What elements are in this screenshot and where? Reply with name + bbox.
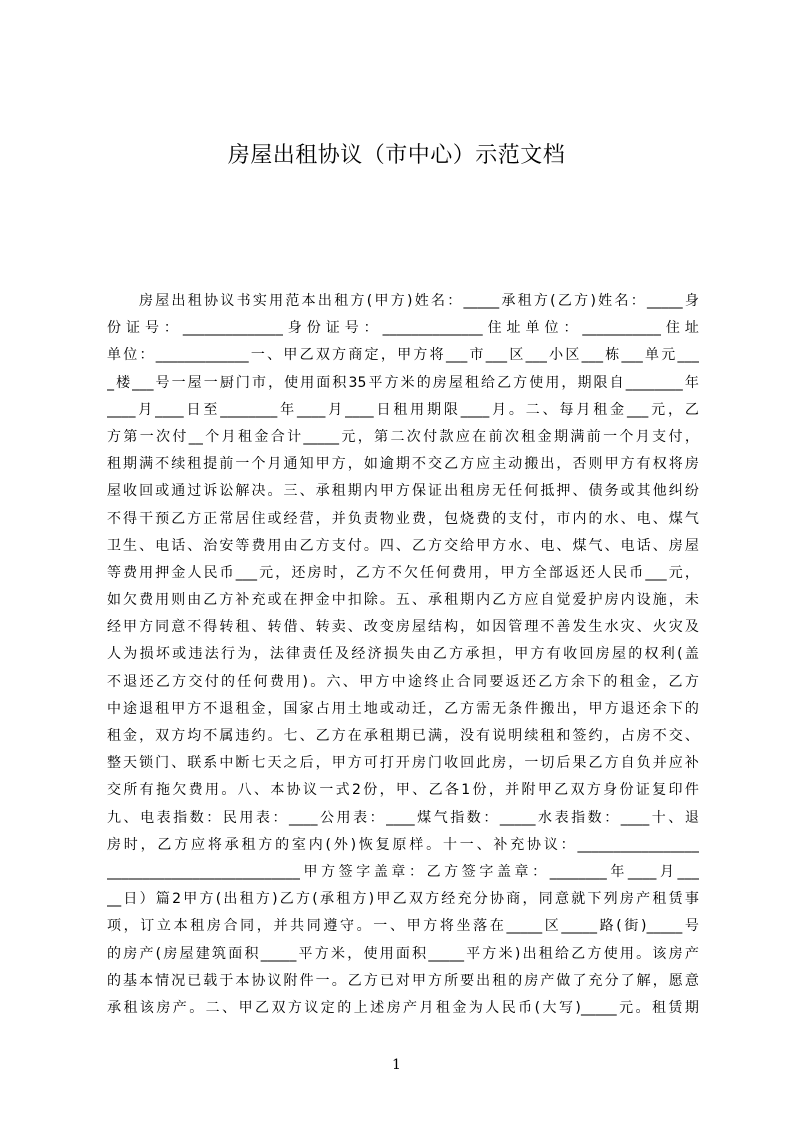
body-line: 方第一次付__个月租金合计_____元，第二次付款应在前次租金期满前一个月支付， — [107, 428, 699, 445]
body-line: 交所有拖欠费用。八、本协议一式2份，甲、乙各1份，并附甲乙双方身份证复印件 — [107, 782, 699, 799]
body-line: 九、电表指数：民用表：____公用表：____煤气指数：_____水表指数：____十、退 — [107, 809, 699, 826]
body-line: 项，订立本租房合同，并共同遵守。一、甲方将坐落在_____区_____路(街)_____号 — [107, 918, 699, 935]
body-line: 如欠费用则由乙方补充或在押金中扣除。五、承租期内乙方应自觉爱护房内设施，未 — [107, 592, 699, 609]
document-body — [107, 288, 699, 1022]
body-line: 等费用押金人民币___元，还房时，乙方不欠任何费用，甲方全部返还人民币___元， — [107, 564, 699, 581]
body-line: ____月____日至________年____月____日租用期限____月。二、每月租金___元，乙 — [107, 401, 699, 418]
body-line: 中途退租甲方不退租金，国家占用土地或动迁，乙方需无条件搬出，甲方退还余下的 — [107, 700, 699, 717]
body-line: _楼___号一屋一厨门市，使用面积35平方米的房屋租给乙方使用，期限自________年 — [107, 374, 699, 391]
body-line: 租期满不续租提前一个月通知甲方，如逾期不交乙方应主动搬出，否则甲方有权将房 — [107, 456, 699, 473]
document-title: 房屋出租协议（市中心）示范文档 — [227, 143, 566, 168]
body-line: 房时，乙方应将承租方的室内(外)恢复原样。十一、补充协议：_________________ — [107, 836, 699, 853]
body-line: __日）篇2甲方(出租方)乙方(承租方)甲乙双方经充分协商，同意就下列房产租赁事 — [107, 891, 699, 908]
body-line: 单位：_____________一、甲乙双方商定，甲方将___市___区___小区___栋___单元___ — [107, 347, 699, 364]
body-line: 整天锁门、联系中断七天之后，甲方可打开房门收回此房，一切后果乙方自负并应补 — [107, 755, 699, 772]
body-line: 不得干预乙方正常居住或经营，并负责物业费，包烧费的支付，市内的水、电、煤气 — [107, 510, 699, 527]
body-line: 不退还乙方交付的任何费用)。六、甲方中途终止合同要返还乙方余下的租金，乙方 — [107, 673, 699, 690]
body-line: 人为损坏或违法行为，法律责任及经济损失由乙方承担，甲方有收回房屋的权利(盖 — [107, 646, 699, 663]
body-line: 卫生、电话、治安等费用由乙方支付。四、乙方交给甲方水、电、煤气、电话、房屋 — [107, 537, 699, 554]
body-line: 经甲方同意不得转租、转借、转卖、改变房屋结构，如因管理不善发生水灾、火灾及 — [107, 619, 699, 636]
body-line: ___________________________甲方签字盖章：乙方签字盖章：________年____月___ — [107, 863, 699, 880]
body-line: 屋收回或通过诉讼解决。三、承租期内甲方保证出租房无任何抵押、债务或其他纠纷 — [107, 483, 699, 500]
body-line: 份证号：______________身份证号：______________住址单位：___________住址 — [107, 320, 699, 337]
body-line: 房屋出租协议书实用范本出租方(甲方)姓名：_____承租方(乙方)姓名：_____身 — [139, 293, 699, 309]
body-line: 租金，双方均不属违约。七、乙方在承租期已满，没有说明续租和签约，占房不交、 — [107, 728, 699, 744]
page-number: 1 — [392, 1057, 401, 1073]
body-line: 的房产(房屋建筑面积_____平方米，使用面积_____平方米)出租给乙方使用。该房产 — [107, 945, 699, 962]
body-line: 的基本情况已载于本协议附件一。乙方已对甲方所要出租的房产做了充分了解，愿意 — [107, 972, 699, 989]
body-line: 承租该房产。二、甲乙双方议定的上述房产月租金为人民币(大写)_____元。租赁期 — [107, 999, 699, 1016]
